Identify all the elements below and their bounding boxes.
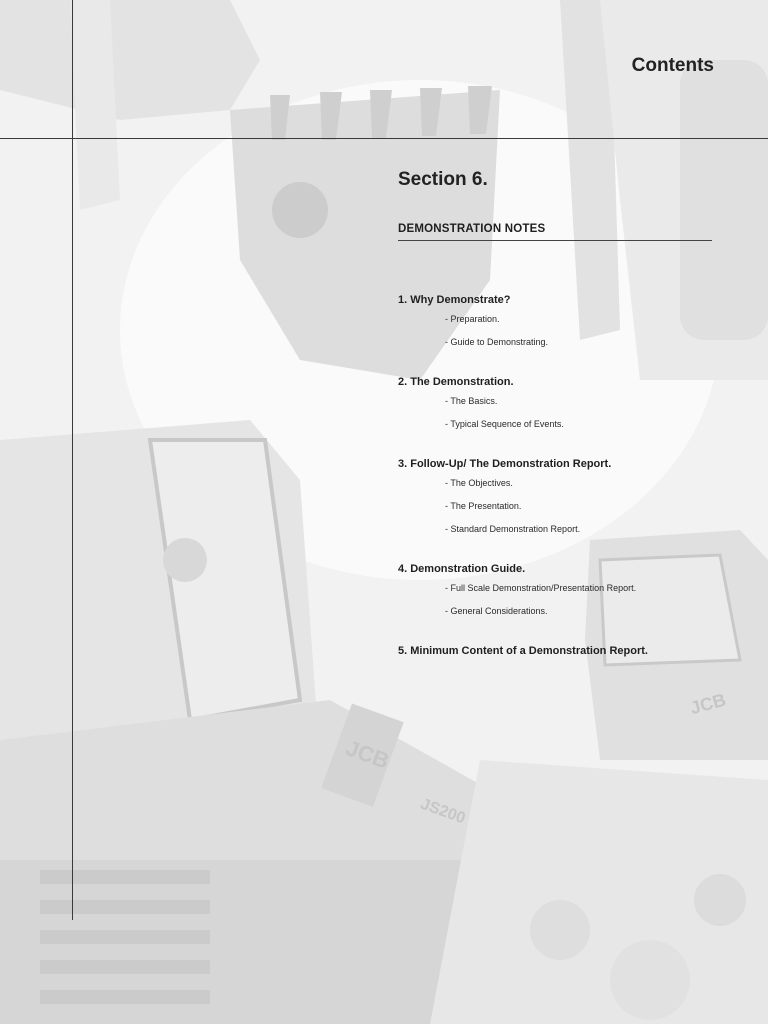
toc-heading-link[interactable]: 3. Follow-Up/ The Demonstration Report. xyxy=(398,458,612,470)
toc-entry xyxy=(398,292,738,354)
toc-subitem[interactable]: - The Basics. xyxy=(445,396,498,406)
toc-subitem[interactable]: - Full Scale Demonstration/Presentation Report. xyxy=(445,583,637,593)
toc-subitem[interactable]: - The Objectives. xyxy=(445,478,513,488)
toc-subitem[interactable]: - The Presentation. xyxy=(445,501,522,511)
toc-subitem[interactable]: - Guide to Demonstrating. xyxy=(445,337,549,347)
toc-entry xyxy=(398,456,738,541)
page-title: Contents xyxy=(631,55,714,76)
section-subtitle: DEMONSTRATION NOTES xyxy=(398,223,712,241)
toc-heading-link[interactable]: 1. Why Demonstrate? xyxy=(398,294,511,306)
toc-heading-link[interactable]: 2. The Demonstration. xyxy=(398,376,514,388)
machine-brand-mark: JCB xyxy=(342,735,393,774)
toc-entry xyxy=(398,561,738,623)
toc-heading-link[interactable]: 4. Demonstration Guide. xyxy=(398,563,526,575)
toc-heading-link[interactable]: 5. Minimum Content of a Demonstration Report. xyxy=(398,645,648,657)
toc-subitem[interactable]: - Preparation. xyxy=(445,314,500,324)
machine-model-mark: JS200 xyxy=(418,795,468,828)
toc-entry xyxy=(398,374,738,436)
vertical-rule xyxy=(72,0,73,920)
machine-brand-mark-right: JCB xyxy=(688,689,728,719)
toc-entry xyxy=(398,643,738,659)
table-of-contents xyxy=(398,292,738,679)
toc-subitem[interactable]: - Typical Sequence of Events. xyxy=(445,419,564,429)
horizontal-rule xyxy=(0,138,768,139)
toc-subitem[interactable]: - General Considerations. xyxy=(445,606,548,616)
toc-subitem[interactable]: - Standard Demonstration Report. xyxy=(445,524,581,534)
section-title: Section 6. xyxy=(398,169,488,190)
